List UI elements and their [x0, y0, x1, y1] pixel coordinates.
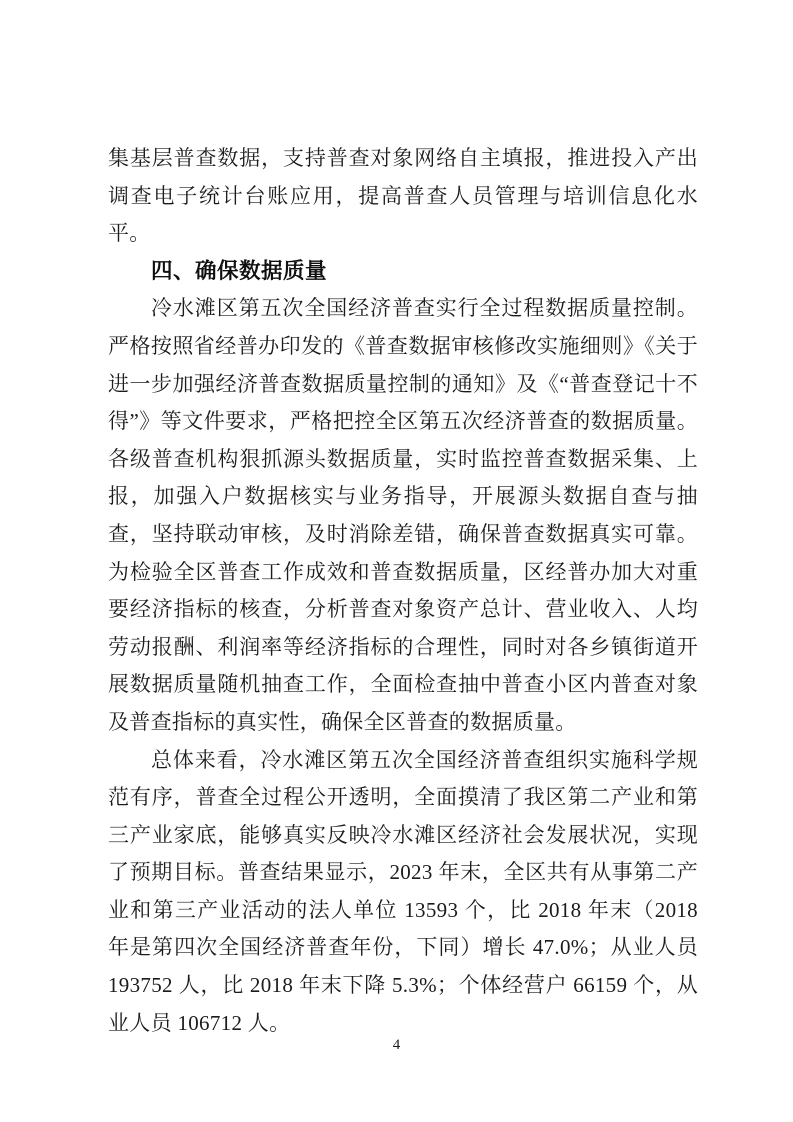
paragraph-continuation: 集基层普查数据，支持普查对象网络自主填报，推进投入产出调查电子统计台账应用，提高普查人员管理与培训信息化水平。 [108, 146, 698, 246]
paragraph-data-quality: 冷水滩区第五次全国经济普查实行全过程数据质量控制。严格按照省经普办印发的《普查数据审核修改实施细则》《关于进一步加强经济普查数据质量控制的通知》及《“普查登记十不得”》等文件要求，严格把控全区第五次经济普查的数据质量。各级普查机构狠抓源头数据质量，实时监控普查数据采集、上报，加强入户数据核实与业务指导，开展源头数据自查与抽查，坚持联动审核，及时消除差错，确保普查数据真实可靠。为检验全区普查工作成效和普查数据质量，区经普办加大对重要经济指标的核查，分析普查对象资产总计、营业收入、人均劳动报酬、利润率等经济指标的合理性，同时对各乡镇街道开展数据质量随机抽查工作，全面检查抽中普查小区内普查对象及普查指标的真实性，确保全区普查的数据质量。 [108, 296, 698, 734]
paragraph-summary: 总体来看，冷水滩区第五次全国经济普查组织实施科学规范有序，普查全过程公开透明，全面摸清了我区第二产业和第三产业家底，能够真实反映冷水滩区经济社会发展状况，实现了预期目标。普查结果显示，2023 年末，全区共有从事第二产业和第三产业活动的法人单位 13593 个，比 2018 年末（2018 年是第四次全国经济普查年份，下同）增长 47.0%；从业人员 193752 人，比 2018 年末下降 5.3%；个体经营户 66159 个，从业人员 106712 人。 [108, 747, 698, 1035]
section-heading: 四、确保数据质量 [151, 258, 328, 283]
page-number: 4 [392, 1037, 401, 1053]
page-content [108, 140, 698, 1042]
